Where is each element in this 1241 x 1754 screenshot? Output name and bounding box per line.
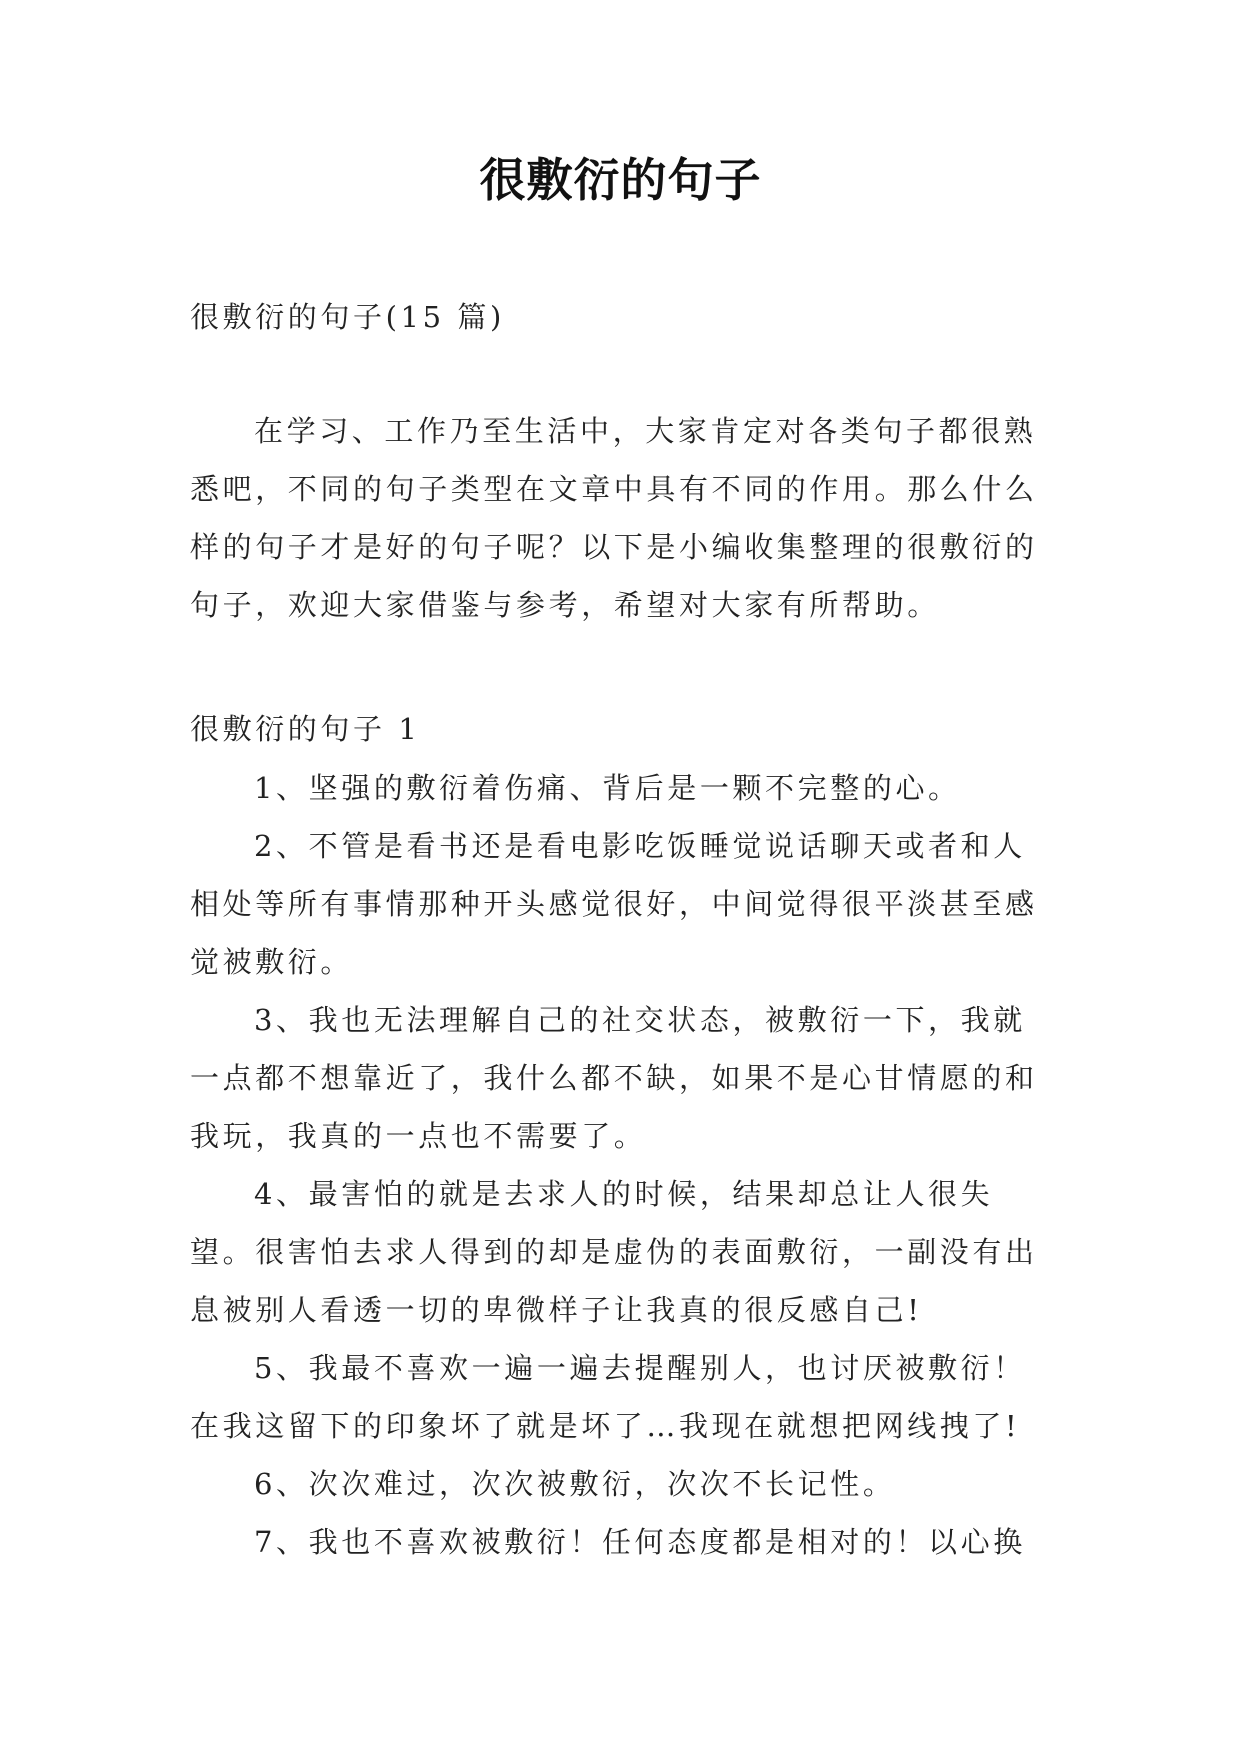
list-item: 4、最害怕的就是去求人的时候，结果却总让人很失望。很害怕去求人得到的却是虚伪的表面敷衍，一副没有出息被别人看透一切的卑微样子让我真的很反感自己!: [190, 1177, 1038, 1327]
document-title: 很敷衍的句子: [479, 153, 762, 207]
list-item: 2、不管是看书还是看电影吃饭睡觉说话聊天或者和人相处等所有事情那种开头感觉很好，中间觉得很平淡甚至感觉被敷衍。: [190, 829, 1038, 979]
document-subtitle: 很敷衍的句子(15 篇): [190, 300, 505, 334]
sentence-list: [190, 759, 1052, 1571]
list-item: 3、我也无法理解自己的社交状态，被敷衍一下，我就一点都不想靠近了，我什么都不缺，如果不是心甘情愿的和我玩，我真的一点也不需要了。: [190, 1003, 1038, 1153]
intro-paragraph: [190, 402, 1052, 634]
list-item: 1、坚强的敷衍着伤痛、背后是一颗不完整的心。: [254, 771, 961, 805]
list-item: 7、我也不喜欢被敷衍！任何态度都是相对的！以心换: [254, 1525, 1026, 1559]
section-heading: 很敷衍的句子 1: [190, 712, 421, 746]
intro-text: 在学习、工作乃至生活中，大家肯定对各类句子都很熟悉吧，不同的句子类型在文章中具有不同的作用。那么什么样的句子才是好的句子呢？以下是小编收集整理的很敷衍的句子，欢迎大家借鉴与参考，希望对大家有所帮助。: [190, 414, 1038, 622]
list-item: 6、次次难过，次次被敷衍，次次不长记性。: [254, 1467, 896, 1501]
list-item: 5、我最不喜欢一遍一遍去提醒别人，也讨厌被敷衍！在我这留下的印象坏了就是坏了…我现在就想把网线拽了!: [190, 1351, 1026, 1443]
